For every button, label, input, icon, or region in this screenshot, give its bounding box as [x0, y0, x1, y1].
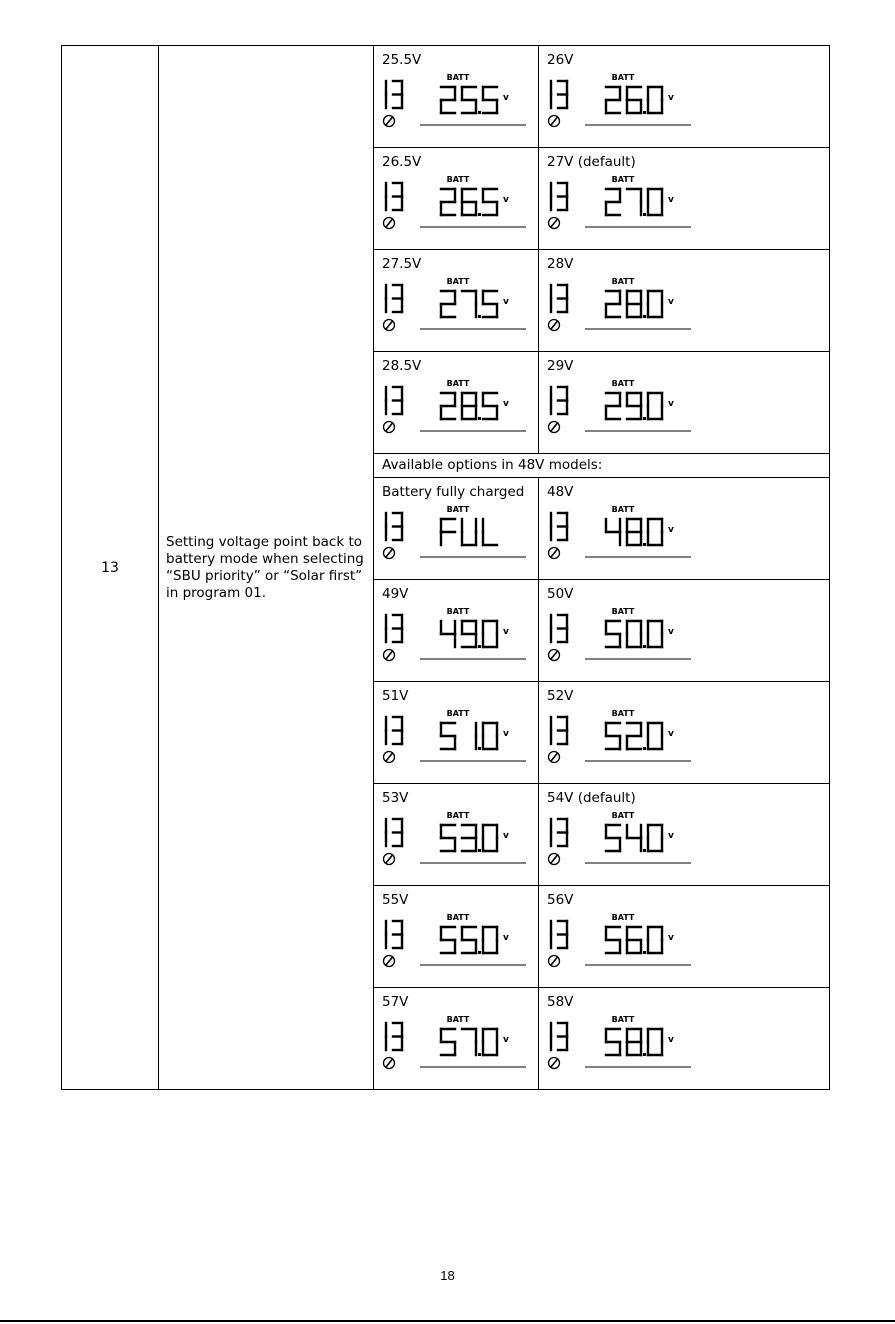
option-cell — [539, 784, 830, 886]
unit-label: v — [668, 93, 674, 103]
lcd-value-digit — [441, 291, 455, 317]
lcd-program-digit — [393, 285, 402, 312]
batt-label: BATT — [446, 607, 470, 616]
lcd-value-digit — [462, 1029, 476, 1055]
lcd-panel — [374, 908, 538, 984]
lcd-value-digit — [462, 189, 476, 215]
lcd-display — [374, 908, 539, 984]
lcd-value-digit — [441, 621, 455, 647]
lcd-program-digit — [393, 615, 402, 642]
lcd-program-digit — [393, 183, 402, 210]
lcd-value-digit — [441, 393, 455, 419]
lcd-decimal-point — [478, 1053, 481, 1056]
lcd-value-digit — [462, 519, 476, 545]
lcd-decimal-point — [643, 849, 646, 852]
option-cell — [539, 478, 830, 580]
lcd-value-digit — [648, 1029, 662, 1055]
batt-label: BATT — [446, 913, 470, 922]
lcd-panel — [539, 500, 829, 576]
lcd-display — [374, 374, 539, 450]
lcd-value-digit — [648, 927, 662, 953]
batt-label: BATT — [611, 505, 635, 514]
lcd-panel — [374, 500, 538, 576]
lcd-value-digit — [483, 393, 497, 419]
wrench-icon — [549, 650, 560, 661]
option-cell — [374, 478, 539, 580]
lcd-value-digit — [606, 723, 620, 749]
lcd-value-digit — [627, 723, 641, 749]
batt-label: BATT — [611, 73, 635, 82]
lcd-panel — [539, 68, 829, 144]
lcd-value-digit — [483, 621, 497, 647]
option-label: Battery fully charged — [382, 484, 525, 500]
wrench-icon — [549, 548, 560, 559]
lcd-value-digit — [462, 291, 476, 317]
unit-label: v — [668, 195, 674, 205]
batt-label: BATT — [446, 175, 470, 184]
lcd-value-digit — [606, 927, 620, 953]
option-label: 28.5V — [382, 358, 422, 374]
lcd-value-digit — [648, 393, 662, 419]
lcd-decimal-point — [478, 111, 481, 114]
program-number: 13 — [62, 46, 159, 1090]
lcd-display — [374, 806, 539, 882]
lcd-value-digit — [483, 927, 497, 953]
option-label: 57V — [382, 994, 409, 1010]
lcd-decimal-point — [478, 747, 481, 750]
option-cell — [374, 784, 539, 886]
lcd-value-digit — [627, 825, 641, 851]
lcd-value-digit — [483, 1029, 497, 1055]
lcd-display — [539, 806, 704, 882]
lcd-program-digit — [558, 819, 567, 846]
lcd-decimal-point — [478, 849, 481, 852]
lcd-program-digit — [558, 615, 567, 642]
unit-label: v — [503, 1035, 509, 1045]
wrench-icon — [549, 218, 560, 229]
wrench-icon — [384, 218, 395, 229]
lcd-value-digit — [627, 189, 641, 215]
batt-label: BATT — [446, 811, 470, 820]
models-48v-heading: Available options in 48V models: — [374, 454, 830, 478]
wrench-icon — [549, 1058, 560, 1069]
batt-label: BATT — [611, 607, 635, 616]
lcd-value-digit — [627, 519, 641, 545]
lcd-program-digit — [393, 1023, 402, 1050]
option-label: 26.5V — [382, 154, 422, 170]
batt-label: BATT — [611, 379, 635, 388]
option-label: 54V (default) — [547, 790, 636, 806]
lcd-value-digit — [627, 621, 641, 647]
wrench-icon — [549, 116, 560, 127]
lcd-display — [539, 272, 704, 348]
option-cell — [539, 580, 830, 682]
lcd-display — [374, 704, 539, 780]
batt-label: BATT — [611, 277, 635, 286]
lcd-program-digit — [393, 921, 402, 948]
lcd-panel — [374, 602, 538, 678]
lcd-panel — [539, 908, 829, 984]
unit-label: v — [503, 831, 509, 841]
option-cell — [539, 46, 830, 148]
lcd-display — [539, 170, 704, 246]
lcd-decimal-point — [478, 645, 481, 648]
lcd-program-digit — [393, 819, 402, 846]
settings-table — [61, 45, 830, 1090]
lcd-display — [374, 602, 539, 678]
lcd-value-digit — [441, 927, 455, 953]
lcd-program-digit — [558, 285, 567, 312]
lcd-value-digit — [627, 87, 641, 113]
lcd-value-digit — [648, 723, 662, 749]
lcd-value-digit — [606, 291, 620, 317]
unit-label: v — [668, 729, 674, 739]
lcd-decimal-point — [643, 1053, 646, 1056]
lcd-value-digit — [483, 291, 497, 317]
lcd-decimal-point — [643, 213, 646, 216]
option-cell — [374, 352, 539, 454]
unit-label: v — [503, 399, 509, 409]
lcd-display — [539, 1010, 704, 1086]
lcd-value-digit — [606, 189, 620, 215]
lcd-program-digit — [558, 183, 567, 210]
lcd-display — [539, 908, 704, 984]
unit-label: v — [668, 933, 674, 943]
batt-label: BATT — [611, 175, 635, 184]
lcd-value-digit — [606, 393, 620, 419]
lcd-panel — [539, 374, 829, 450]
batt-label: BATT — [611, 811, 635, 820]
option-label: 27.5V — [382, 256, 422, 272]
unit-label: v — [668, 831, 674, 841]
wrench-icon — [549, 422, 560, 433]
lcd-decimal-point — [643, 111, 646, 114]
lcd-program-digit — [393, 387, 402, 414]
lcd-panel — [374, 170, 538, 246]
lcd-value-digit — [483, 519, 497, 545]
lcd-value-digit — [606, 825, 620, 851]
unit-label: v — [668, 1035, 674, 1045]
lcd-display — [374, 170, 539, 246]
option-cell — [374, 580, 539, 682]
lcd-value-digit — [606, 87, 620, 113]
wrench-icon — [384, 320, 395, 331]
lcd-panel — [539, 602, 829, 678]
lcd-value-digit — [648, 621, 662, 647]
batt-label: BATT — [446, 379, 470, 388]
lcd-display — [539, 68, 704, 144]
batt-label: BATT — [446, 505, 470, 514]
lcd-display — [374, 272, 539, 348]
option-cell — [374, 46, 539, 148]
lcd-value-digit — [441, 519, 455, 545]
unit-label: v — [668, 627, 674, 637]
lcd-value-digit — [441, 189, 455, 215]
wrench-icon — [384, 854, 395, 865]
lcd-program-digit — [558, 81, 567, 108]
option-label: 58V — [547, 994, 574, 1010]
lcd-value-digit — [441, 723, 455, 749]
option-row — [62, 46, 830, 148]
lcd-program-digit — [558, 921, 567, 948]
unit-label: v — [503, 729, 509, 739]
lcd-value-digit — [462, 825, 476, 851]
wrench-icon — [549, 854, 560, 865]
lcd-value-digit — [462, 621, 476, 647]
lcd-value-digit — [441, 1029, 455, 1055]
option-cell — [539, 682, 830, 784]
lcd-value-digit — [648, 189, 662, 215]
lcd-value-digit — [483, 87, 497, 113]
lcd-value-digit — [627, 291, 641, 317]
lcd-decimal-point — [478, 315, 481, 318]
wrench-icon — [549, 320, 560, 331]
lcd-program-digit — [393, 81, 402, 108]
option-label: 48V — [547, 484, 574, 500]
option-cell — [374, 988, 539, 1090]
lcd-value-digit — [606, 519, 620, 545]
lcd-value-digit — [462, 927, 476, 953]
unit-label: v — [668, 525, 674, 535]
lcd-value-digit — [462, 393, 476, 419]
lcd-value-digit — [483, 723, 497, 749]
wrench-icon — [384, 752, 395, 763]
lcd-panel — [539, 272, 829, 348]
lcd-program-digit — [558, 513, 567, 540]
wrench-icon — [384, 548, 395, 559]
lcd-display — [539, 704, 704, 780]
lcd-value-digit — [648, 291, 662, 317]
lcd-panel — [374, 1010, 538, 1086]
option-label: 53V — [382, 790, 409, 806]
lcd-panel — [539, 170, 829, 246]
unit-label: v — [503, 627, 509, 637]
lcd-panel — [374, 704, 538, 780]
lcd-program-digit — [393, 717, 402, 744]
lcd-panel — [374, 806, 538, 882]
batt-label: BATT — [446, 1015, 470, 1024]
wrench-icon — [384, 956, 395, 967]
unit-label: v — [503, 195, 509, 205]
wrench-icon — [384, 1058, 395, 1069]
wrench-icon — [384, 116, 395, 127]
option-label: 49V — [382, 586, 409, 602]
lcd-value-digit — [483, 189, 497, 215]
lcd-display — [374, 68, 539, 144]
lcd-decimal-point — [478, 417, 481, 420]
option-cell — [539, 148, 830, 250]
wrench-icon — [549, 956, 560, 967]
lcd-value-digit — [441, 87, 455, 113]
option-label: 27V (default) — [547, 154, 636, 170]
option-cell — [539, 886, 830, 988]
option-cell — [539, 352, 830, 454]
option-label: 52V — [547, 688, 574, 704]
lcd-panel — [539, 704, 829, 780]
option-label: 28V — [547, 256, 574, 272]
lcd-display — [539, 602, 704, 678]
lcd-panel — [539, 1010, 829, 1086]
batt-label: BATT — [611, 709, 635, 718]
option-label: 29V — [547, 358, 574, 374]
lcd-program-digit — [558, 1023, 567, 1050]
lcd-value-digit — [606, 1029, 620, 1055]
program-description: Setting voltage point back to battery mode when selecting “SBU priority” or “Solar first” in program 01. — [159, 46, 374, 1090]
lcd-decimal-point — [643, 543, 646, 546]
option-cell — [539, 988, 830, 1090]
lcd-value-digit — [648, 825, 662, 851]
lcd-display — [539, 374, 704, 450]
lcd-display — [539, 500, 704, 576]
footer-rule — [0, 1320, 895, 1322]
lcd-display — [374, 500, 539, 576]
lcd-panel — [374, 374, 538, 450]
lcd-program-digit — [558, 717, 567, 744]
option-cell — [374, 682, 539, 784]
option-cell — [539, 250, 830, 352]
unit-label: v — [668, 399, 674, 409]
lcd-value-digit — [627, 927, 641, 953]
lcd-panel — [374, 68, 538, 144]
option-label: 51V — [382, 688, 409, 704]
lcd-display — [374, 1010, 539, 1086]
batt-label: BATT — [611, 1015, 635, 1024]
batt-label: BATT — [611, 913, 635, 922]
option-label: 25.5V — [382, 52, 422, 68]
unit-label: v — [668, 297, 674, 307]
option-cell — [374, 148, 539, 250]
lcd-value-digit — [462, 87, 476, 113]
lcd-value-digit — [483, 825, 497, 851]
wrench-icon — [549, 752, 560, 763]
batt-label: BATT — [446, 73, 470, 82]
lcd-panel — [539, 806, 829, 882]
page-number: 18 — [440, 1268, 455, 1283]
lcd-value-digit — [648, 519, 662, 545]
lcd-decimal-point — [643, 747, 646, 750]
option-label: 50V — [547, 586, 574, 602]
option-label: 26V — [547, 52, 574, 68]
option-cell — [374, 250, 539, 352]
lcd-decimal-point — [643, 417, 646, 420]
lcd-program-digit — [393, 513, 402, 540]
lcd-decimal-point — [478, 213, 481, 216]
lcd-decimal-point — [643, 645, 646, 648]
lcd-decimal-point — [643, 315, 646, 318]
wrench-icon — [384, 422, 395, 433]
unit-label: v — [503, 933, 509, 943]
option-label: 55V — [382, 892, 409, 908]
lcd-decimal-point — [643, 951, 646, 954]
unit-label: v — [503, 93, 509, 103]
option-label: 56V — [547, 892, 574, 908]
batt-label: BATT — [446, 277, 470, 286]
lcd-program-digit — [558, 387, 567, 414]
batt-label: BATT — [446, 709, 470, 718]
lcd-value-digit — [441, 825, 455, 851]
lcd-value-digit — [648, 87, 662, 113]
unit-label: v — [503, 297, 509, 307]
option-cell — [374, 886, 539, 988]
lcd-panel — [374, 272, 538, 348]
lcd-value-digit — [627, 1029, 641, 1055]
lcd-value-digit — [627, 393, 641, 419]
lcd-value-digit — [606, 621, 620, 647]
wrench-icon — [384, 650, 395, 661]
lcd-decimal-point — [478, 951, 481, 954]
